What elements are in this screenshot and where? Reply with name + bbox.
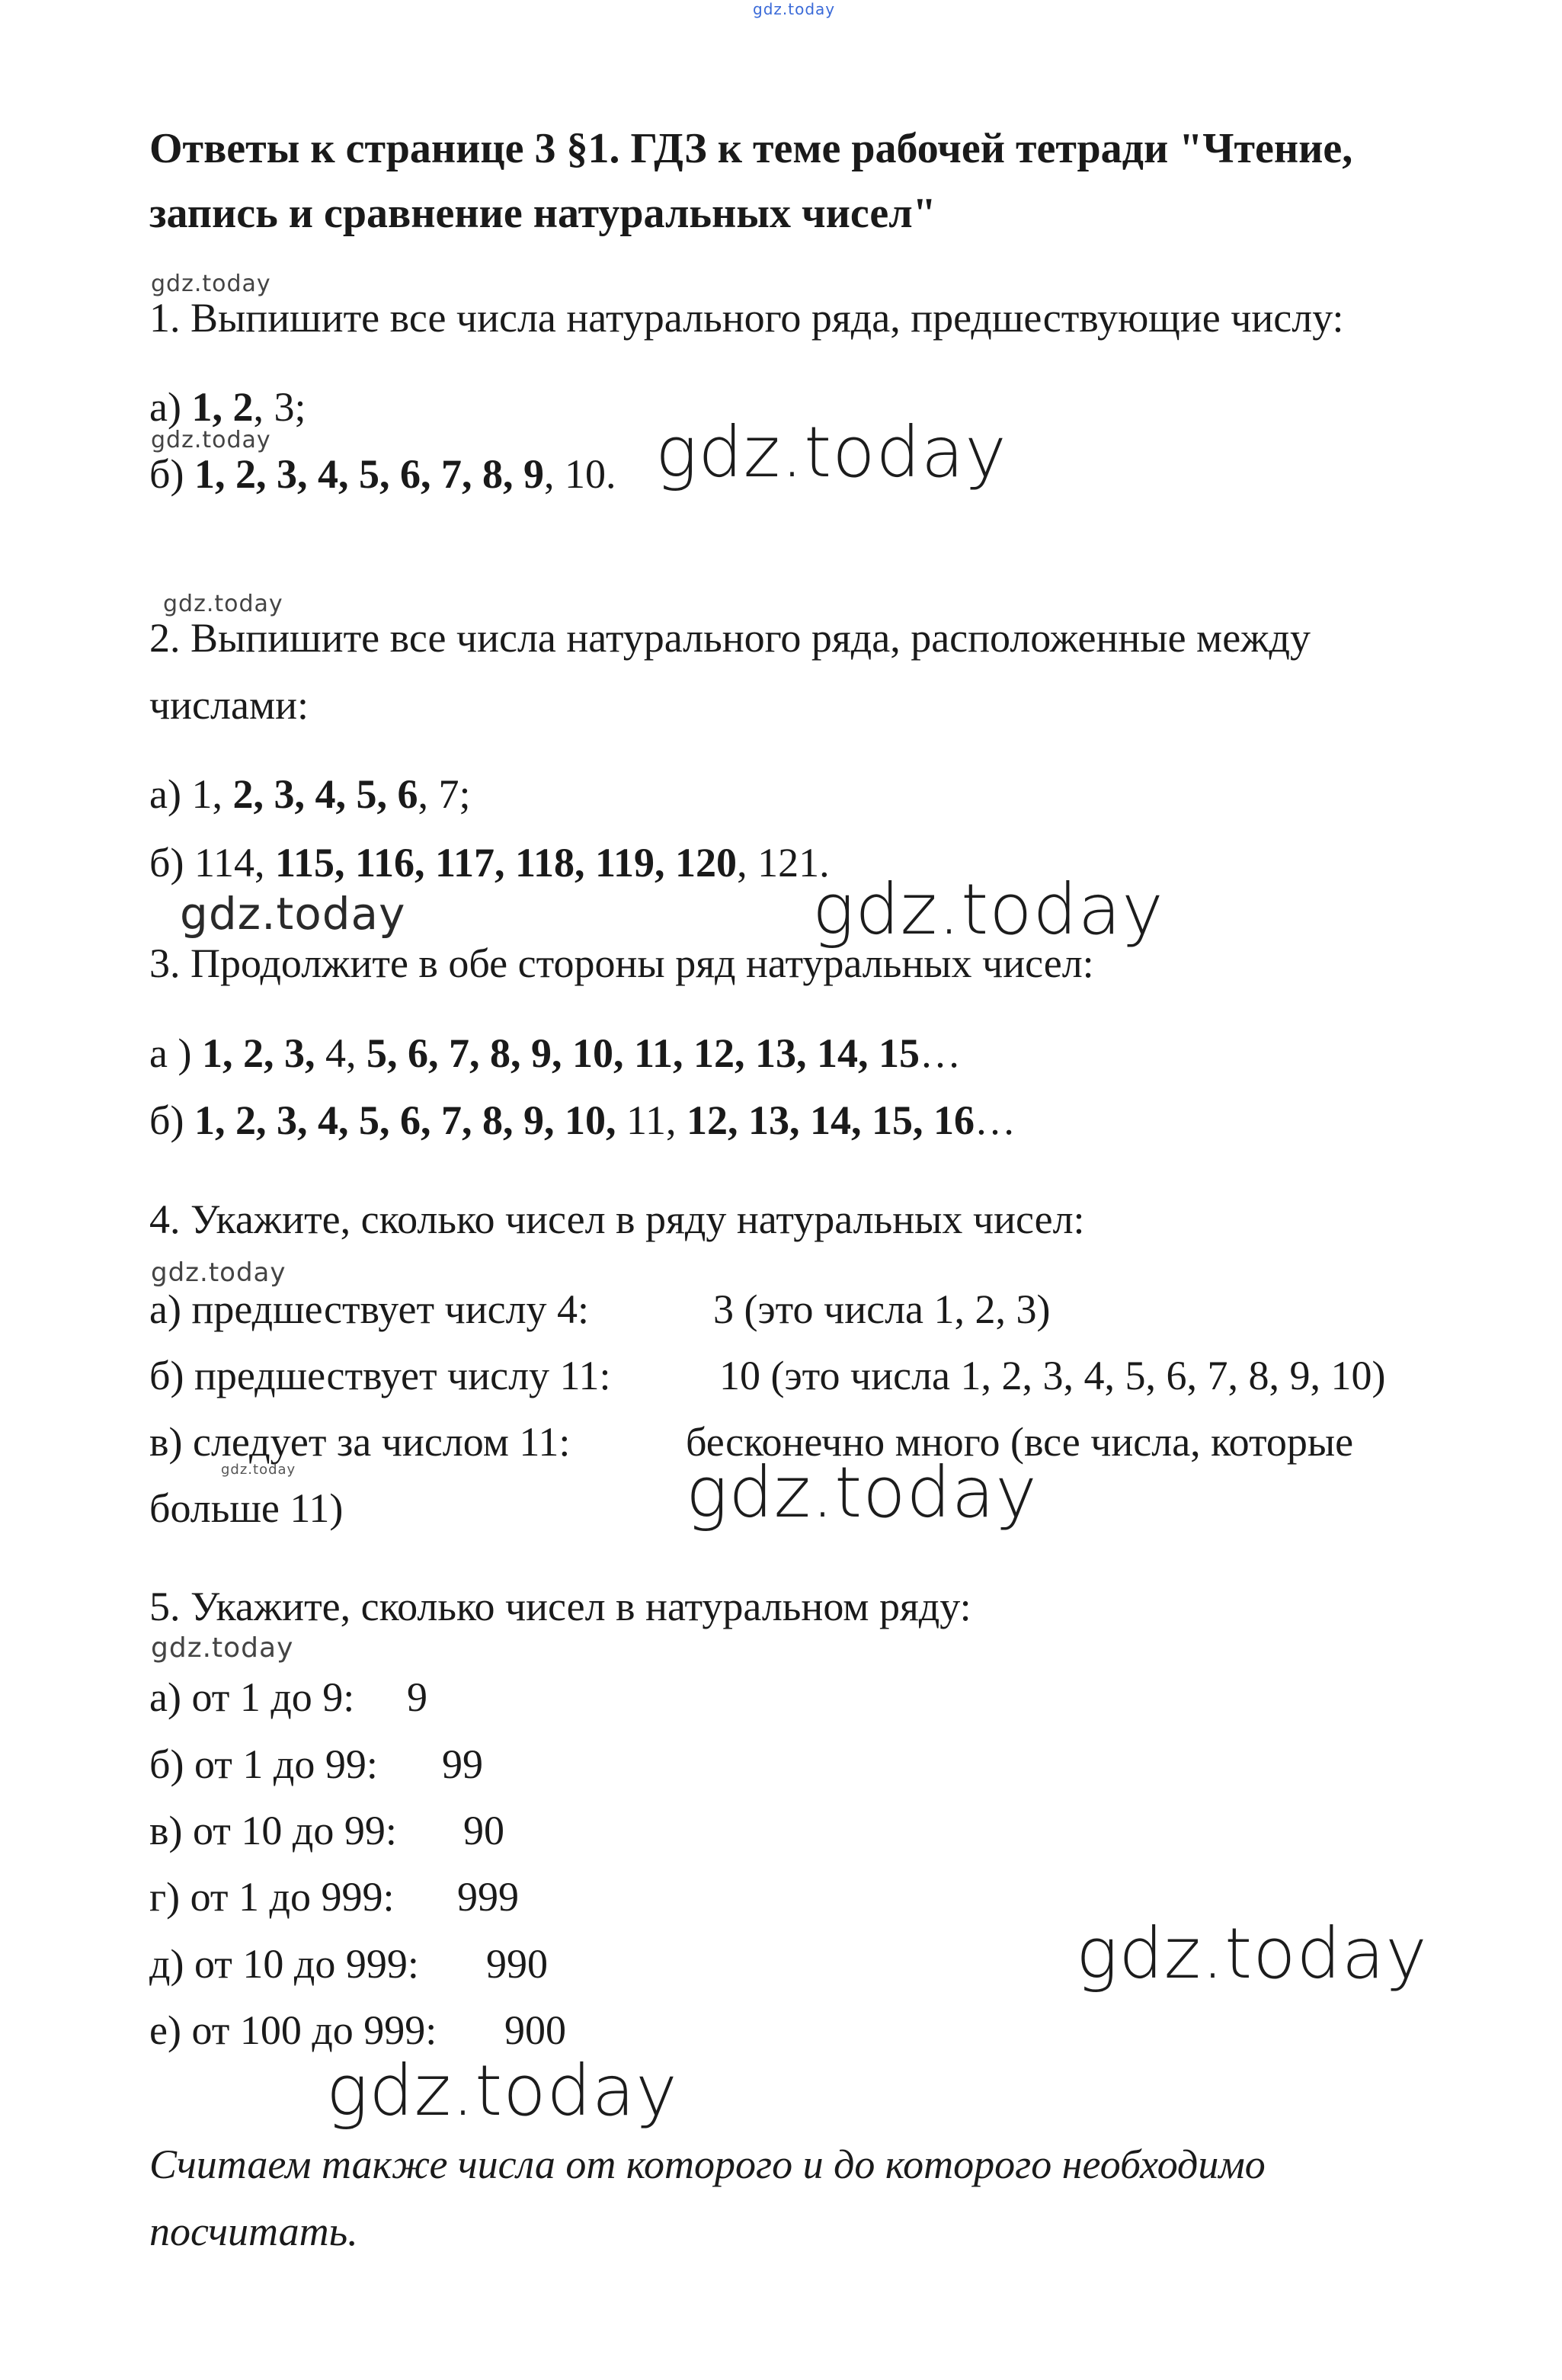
answer-2a-bold: 2, 3, 4, 5, 6 [232,771,418,817]
answer-4c [149,1417,1354,1466]
answer-2b-rest: , 121. [737,840,830,886]
answer-5b [149,1740,483,1789]
answer-5-value: 900 [504,2007,566,2053]
answer-4b-value: 10 (это числа 1, 2, 3, 4, 5, 6, 7, 8, 9, 10) [719,1353,1386,1398]
answer-2a-prefix: а) 1, [149,771,233,817]
answer-5e [149,1940,548,1988]
answer-5c [149,1806,504,1855]
answer-5f [149,2006,566,2055]
watermark-small: gdz.today [151,1632,294,1664]
answer-1b-prefix: б) [149,451,194,497]
answer-4b [149,1351,1386,1400]
watermark-large: gdz.today [655,412,1007,493]
answer-5-value: 990 [486,1941,548,1987]
note-line-2: посчитать. [149,2209,358,2254]
watermark-large: gdz.today [1076,1913,1428,1994]
answer-4a [149,1285,1051,1334]
watermark-large: gdz.today [686,1452,1038,1533]
answer-4a-value: 3 (это числа 1, 2, 3) [713,1286,1051,1332]
answer-3b-bold-2: 12, 13, 14, 15, 16 [686,1097,975,1143]
answer-5-value: 90 [463,1808,504,1853]
answer-2b-bold: 115, 116, 117, 118, 119, 120 [274,840,738,886]
watermark-large: gdz.today [326,2050,678,2132]
header-watermark: gdz.today [753,0,836,18]
answer-1b [149,450,616,498]
watermark-small: gdz.today [151,271,271,297]
answer-3a-bold-1: 1, 2, 3, [201,1030,315,1076]
answer-5-value: 999 [457,1874,519,1920]
answer-4a-label: а) предшествует числу 4: [149,1286,590,1332]
answer-2a-rest: , 7; [418,771,471,817]
answer-2b [149,838,830,887]
answer-4c-continued: больше 11) [149,1485,344,1531]
answer-2a [149,770,470,818]
answer-5-label: в) от 10 до 99: [149,1808,397,1853]
answer-2b-prefix: б) 114, [149,840,275,886]
answer-5a [149,1673,427,1722]
answer-1a-bold: 1, 2 [191,384,254,430]
answer-5-label: а) от 1 до 9: [149,1674,355,1720]
answer-1b-bold: 1, 2, 3, 4, 5, 6, 7, 8, 9 [194,451,544,497]
answer-3b-end: … [974,1097,1016,1143]
question-2-line-1: 2. Выпишите все числа натурального ряда, расположенные между [149,615,1311,661]
question-4: 4. Укажите, сколько чисел в ряду натуральных чисел: [149,1196,1085,1242]
answer-3a-prefix: а ) [149,1030,202,1076]
answer-3a-end: … [919,1030,961,1076]
answer-3a-bold-2: 5, 6, 7, 8, 9, 10, 11, 12, 13, 14, 15 [366,1030,920,1076]
answer-1a-rest: , 3; [253,384,306,430]
page-title-line-1: Ответы к странице 3 §1. ГДЗ к теме рабочей тетради "Чтение, [149,125,1353,172]
answer-5-label: е) от 100 до 999: [149,2007,437,2053]
question-5: 5. Укажите, сколько чисел в натуральном ряду: [149,1584,971,1629]
question-1: 1. Выпишите все числа натурального ряда, предшествующие числу: [149,295,1344,341]
answer-4c-value: бесконечно много (все числа, которые [686,1419,1354,1465]
answer-3b-mid: 11, [616,1097,687,1143]
answer-3b-bold-1: 1, 2, 3, 4, 5, 6, 7, 8, 9, 10, [194,1097,616,1143]
answer-5-value: 99 [442,1741,483,1787]
page-title-line-2: запись и сравнение натуральных чисел" [149,190,936,237]
watermark-tiny: gdz.today [221,1462,296,1478]
answer-3a-mid: 4, [315,1030,366,1076]
answer-5-label: г) от 1 до 999: [149,1874,395,1920]
answer-5-label: д) от 10 до 999: [149,1941,419,1987]
answer-3b-prefix: б) [149,1097,194,1143]
watermark-small: gdz.today [151,427,271,453]
answer-1a [149,383,306,431]
answer-3b [149,1096,1016,1145]
answer-5-value: 9 [407,1674,427,1720]
answer-1a-prefix: а) [149,384,192,430]
watermark-small: gdz.today [151,1257,286,1288]
note-line-1: Считаем также числа от которого и до которого необходимо [149,2141,1266,2187]
answer-4c-label: в) следует за числом 11: [149,1419,571,1465]
answer-5d [149,1872,519,1921]
answer-1b-rest: , 10. [543,451,616,497]
answer-4b-label: б) предшествует числу 11: [149,1353,611,1398]
answer-5-label: б) от 1 до 99: [149,1741,378,1787]
watermark-small: gdz.today [163,591,283,617]
answer-3a [149,1029,961,1078]
question-3: 3. Продолжите в обе стороны ряд натуральных чисел: [149,940,1094,986]
watermark-large: gdz.today [812,869,1164,950]
question-2-line-2: числами: [149,682,309,728]
watermark-medium: gdz.today [180,888,406,940]
